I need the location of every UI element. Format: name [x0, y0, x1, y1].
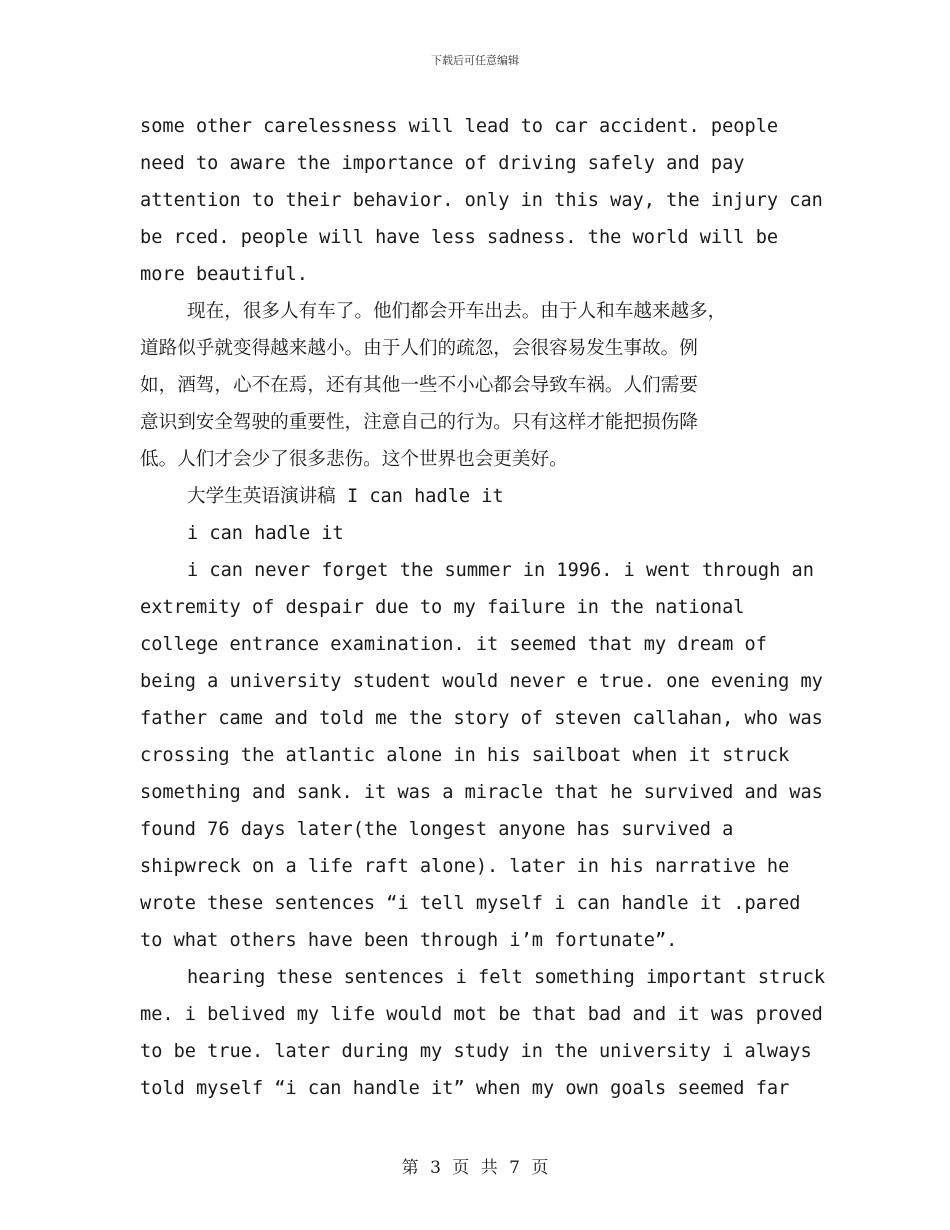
body-line: me. i belived my life would mot be that bad and it was proved: [140, 1004, 823, 1025]
document-body: [140, 108, 826, 1107]
section-title: 大学生英语演讲稿 I can hadle it: [187, 486, 504, 507]
body-line: told myself “i can handle it” when my own goals seemed far: [140, 1078, 790, 1099]
body-line: shipwreck on a life raft alone). later in his narrative he: [140, 856, 790, 877]
body-line: 低。人们才会少了很多悲伤。这个世界也会更美好。: [140, 449, 568, 470]
body-line: being a university student would never e true. one evening my: [140, 671, 823, 692]
body-line: crossing the atlantic alone in his sailboat when it struck: [140, 745, 790, 766]
body-line: i can never forget the summer in 1996. i went through an: [187, 560, 814, 581]
body-line: attention to their behavior. only in this way, the injury can: [140, 190, 823, 211]
body-line: 现在，很多人有车了。他们都会开车出去。由于人和车越来越多，: [187, 301, 727, 322]
body-line: to be true. later during my study in the university i always: [140, 1041, 812, 1062]
page-header: 下载后可任意编辑: [431, 54, 519, 67]
body-line: college entrance examination. it seemed that my dream of: [140, 634, 767, 655]
body-line: something and sank. it was a miracle that he survived and was: [140, 782, 823, 803]
body-line: more beautiful.: [140, 264, 308, 285]
body-line: need to aware the importance of driving safely and pay: [140, 153, 745, 174]
body-line: extremity of despair due to my failure in the national: [140, 597, 745, 618]
body-line: wrote these sentences “i tell myself i can handle it .pared: [140, 893, 801, 914]
body-line: 道路似乎就变得越来越小。由于人们的疏忽，会很容易发生事故。例: [140, 338, 698, 359]
body-line: to what others have been through i’m fortunate”.: [140, 930, 678, 951]
body-line: father came and told me the story of steven callahan, who was: [140, 708, 823, 729]
section-subtitle: i can hadle it: [187, 523, 344, 544]
body-line: be rced. people will have less sadness. the world will be: [140, 227, 779, 248]
page-footer: 第 3 页 共 7 页: [401, 1158, 549, 1178]
body-line: hearing these sentences i felt something important struck: [187, 967, 826, 988]
body-line: 如，酒驾，心不在焉，还有其他一些不小心都会导致车祸。人们需要: [140, 375, 698, 396]
body-line: 意识到安全驾驶的重要性，注意自己的行为。只有这样才能把损伤降: [140, 412, 698, 433]
body-line: some other carelessness will lead to car accident. people: [140, 116, 779, 137]
body-line: found 76 days later(the longest anyone has survived a: [140, 819, 734, 840]
